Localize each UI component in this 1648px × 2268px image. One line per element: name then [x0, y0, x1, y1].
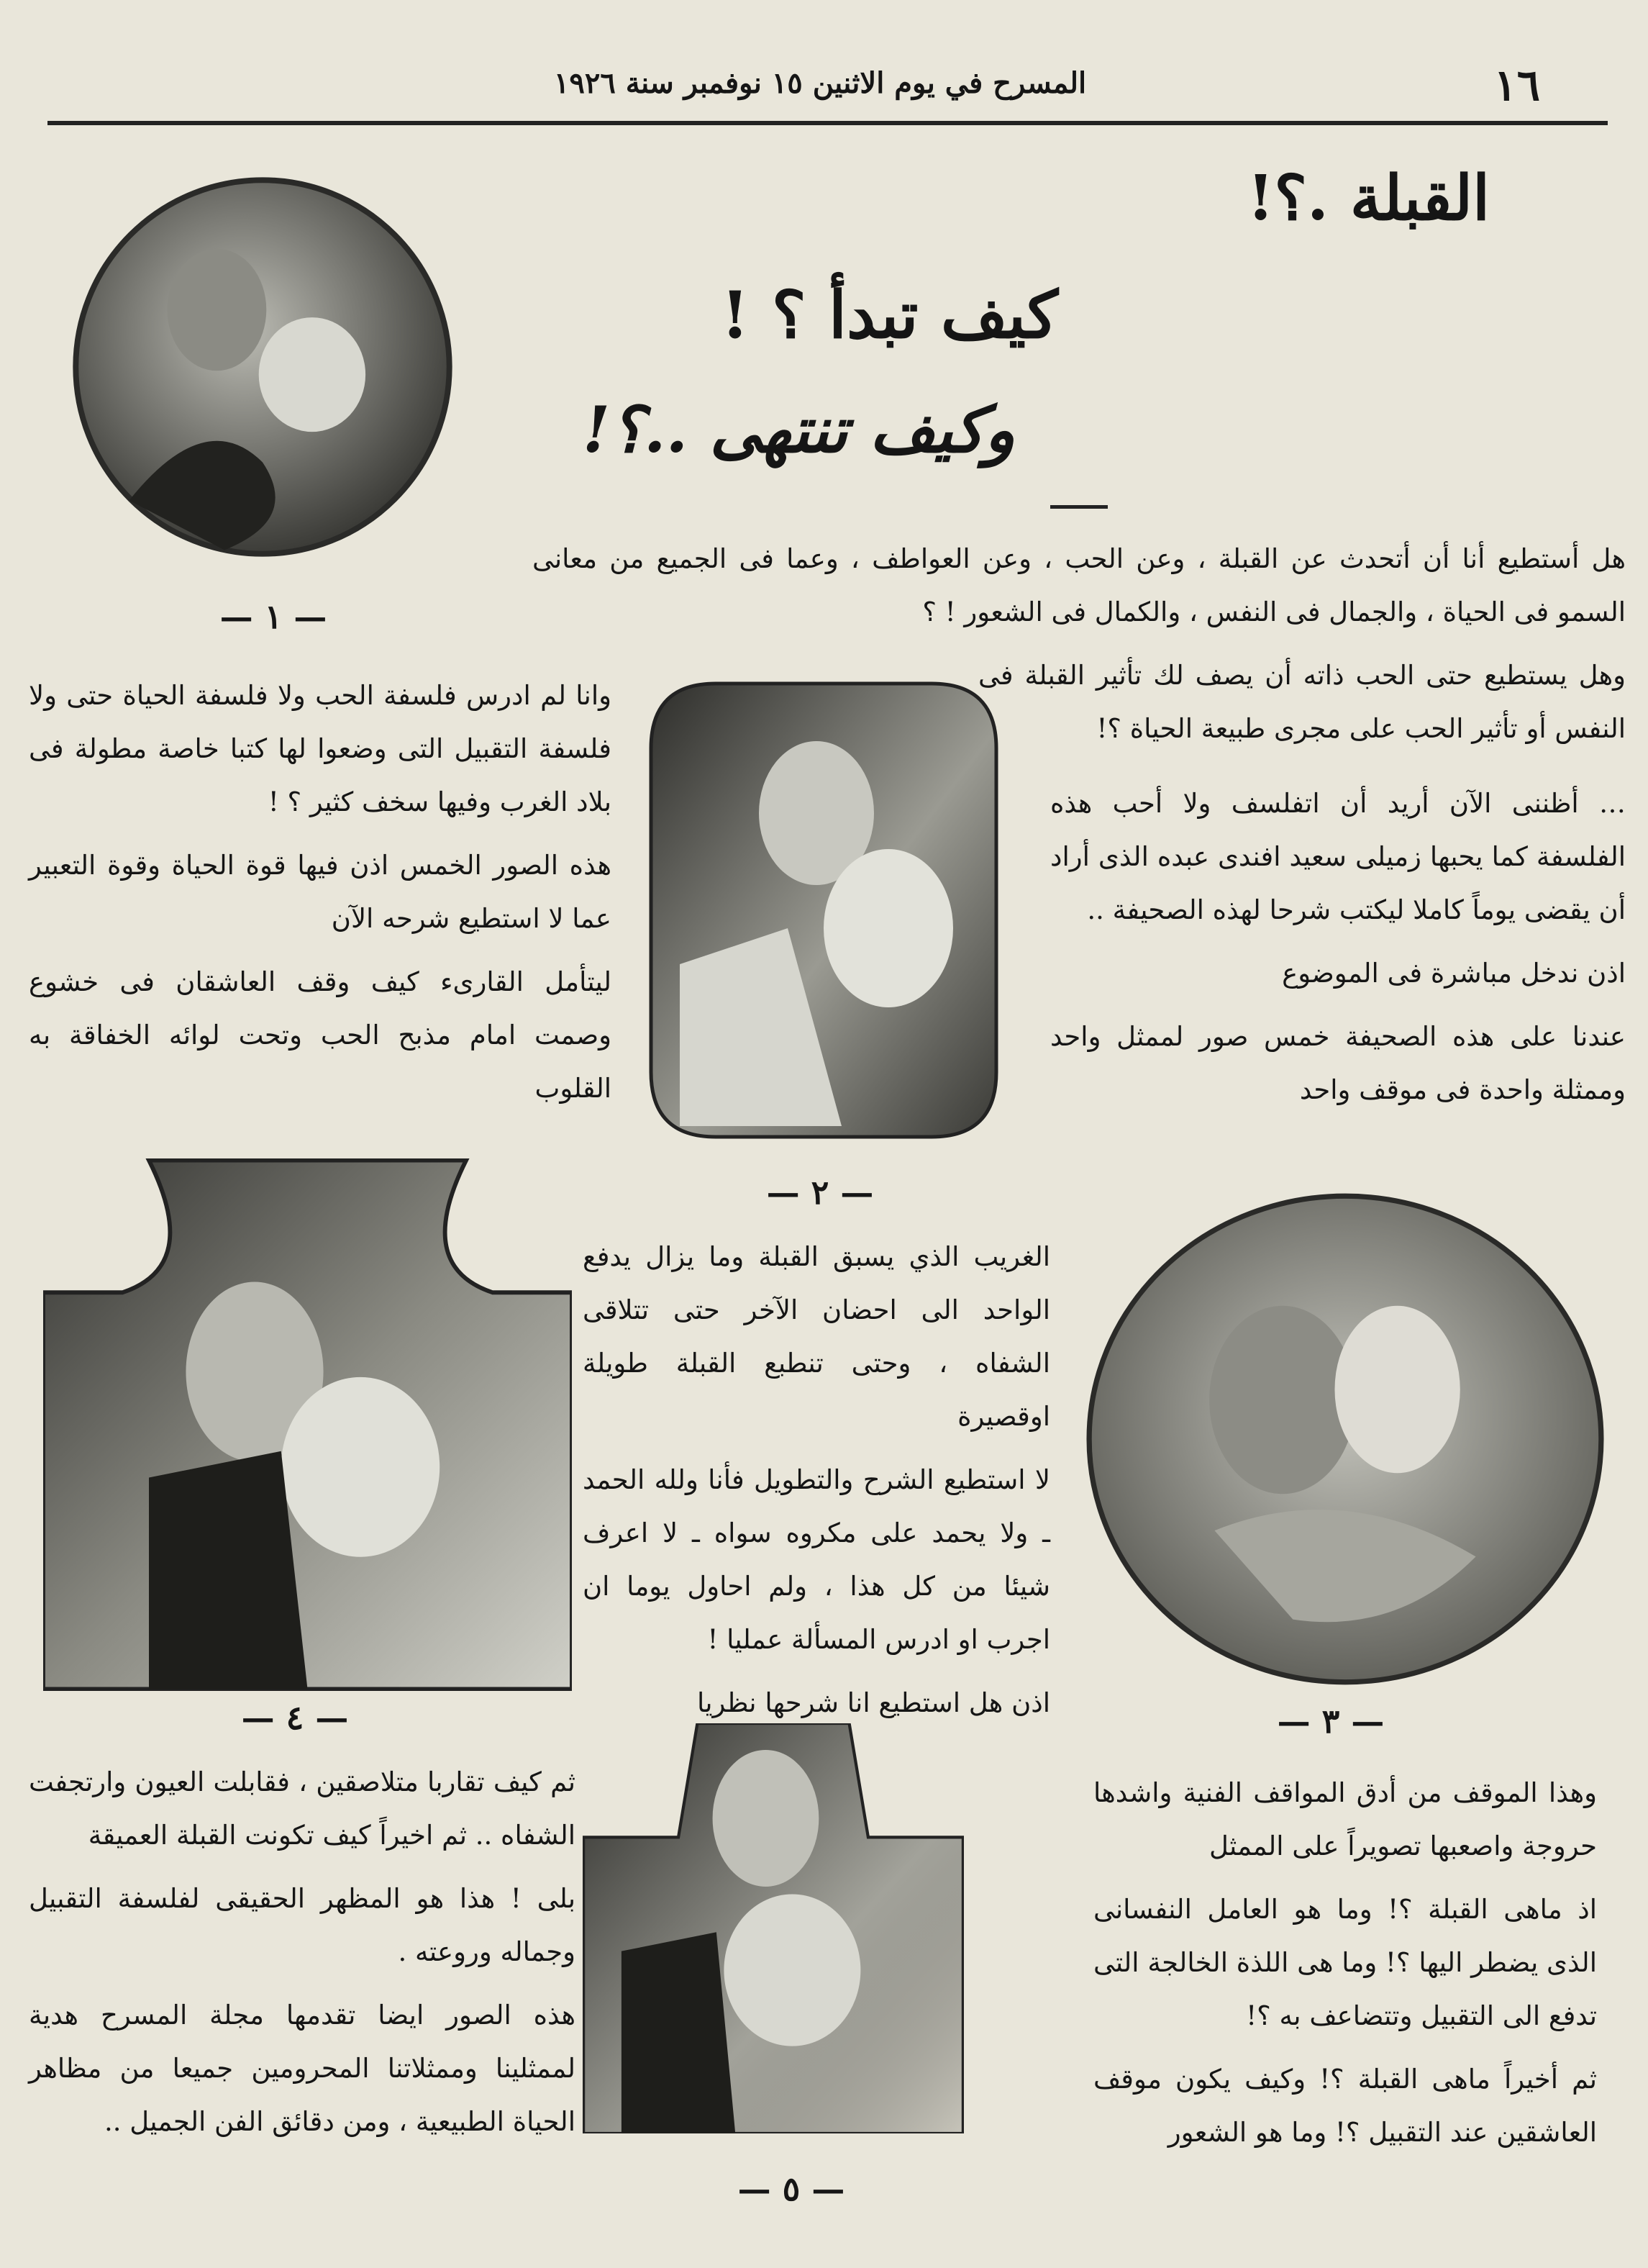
caption-3: — ٣ —: [1277, 1702, 1385, 1741]
left-bottom-paragraph: هذه الصور ايضا تقدمها مجلة المسرح هدية لممثلينا وممثلاتنا المحرومين جميعا من مظاهر الحياة الطبيعية ، ومن دقائق الفن الجميل ..: [29, 2000, 575, 2137]
photo-1: [72, 176, 453, 558]
photo-3: [1083, 1191, 1608, 1687]
caption-2: — ٢ —: [766, 1173, 874, 1212]
middle-paragraph: لا استطيع الشرح والتطويل فأنا ولله الحمد ـ ولا يحمد على مكروه سواه ـ لا اعرف شيئا من كل هذا ، ولم احاول يوما ان اجرب او ادرس المسألة عمليا !: [583, 1464, 1050, 1655]
photo-2: [644, 676, 1003, 1144]
photo-4-image: [43, 1158, 572, 1691]
photo-5: [583, 1723, 964, 2133]
right-column-bottom: [1093, 1766, 1597, 2169]
photo-5-image: [583, 1723, 964, 2133]
caption-4: — ٤ —: [241, 1698, 349, 1737]
left-paragraph: هذه الصور الخمس اذن فيها قوة الحياة وقوة التعبير عما لا استطيع شرحه الآن: [29, 850, 611, 934]
intro-paragraph: … أظننى الآن أريد أن اتفلسف ولا أحب هذه الفلسفة كما يحبها زميلى سعيد افندى عبده الذى أراد أن يقضى يوماً كاملا ليكتب شرحا لهذه الصحيفة ..: [1050, 788, 1626, 925]
photo-3-image: [1083, 1191, 1608, 1687]
caption-1: — ١ —: [219, 597, 327, 636]
left-bottom-paragraph: بلى ! هذا هو المظهر الحقيقى لفلسفة التقبيل وجماله وروعته .: [29, 1883, 575, 1967]
right-bottom-paragraph: اذ ماهى القبلة ؟! وما هو العامل النفسانى الذى يضطر اليها ؟! وما هى اللذة الخالجة التى تدفع الى التقبيل وتتضاعف به ؟!: [1093, 1894, 1597, 2031]
intro-paragraph: عندنا على هذه الصحيفة خمس صور لممثل واحد وممثلة واحدة فى موقف واحد: [1050, 1021, 1626, 1105]
left-bottom-paragraph: ثم كيف تقاربا متلاصقين ، فقابلت العيون وارتجفت الشفاه .. ثم اخيراً كيف تكونت القبلة العميقة: [29, 1766, 575, 1851]
right-bottom-paragraph: ثم أخيراً ماهى القبلة ؟! وكيف يكون موقف العاشقين عند التقبيل ؟! وما هو الشعور: [1093, 2064, 1597, 2148]
middle-column-text: [583, 1230, 1050, 1740]
left-paragraph: وانا لم ادرس فلسفة الحب ولا فلسفة الحياة حتى ولا فلسفة التقبيل التى وضعوا لها كتبا خاصة مطولة فى بلاد الغرب وفيها سخف كثير ؟ !: [29, 680, 611, 817]
caption-5: — ٥ —: [737, 2169, 845, 2208]
middle-paragraph: اذن هل استطيع انا شرحها نظريا: [696, 1687, 1050, 1718]
page-number: ١٦: [1493, 60, 1540, 111]
intro-paragraph: وهل يستطيع حتى الحب ذاته أن يصف لك تأثير القبلة فى النفس أو تأثير الحب على مجرى طبيعة الحياة ؟!: [978, 660, 1626, 744]
title-line-2: كيف تبدأ ؟ !: [721, 277, 1058, 353]
photo-2-image: [644, 676, 1003, 1144]
dateline: المسرح في يوم الاثنين ١٥ نوفمبر سنة ١٩٢٦: [553, 66, 1087, 100]
title-line-1: القبلة .؟!: [1247, 162, 1490, 235]
intro-text-continued: [1050, 777, 1626, 1127]
title-divider: [1050, 505, 1108, 509]
header-rule: [47, 121, 1608, 125]
photo-1-image: [72, 176, 453, 558]
middle-paragraph: الغريب الذي يسبق القبلة وما يزال يدفع الواحد الى احضان الآخر حتى تتلاقى الشفاه ، وحتى تنطبع القبلة طويلة اوقصيرة: [583, 1241, 1050, 1432]
left-column-top: [29, 669, 611, 1125]
title-line-3: وكيف تنتهى ..؟!: [582, 392, 1015, 467]
left-column-bottom: [29, 1756, 575, 2159]
intro-paragraph: اذن ندخل مباشرة فى الموضوع: [1282, 958, 1626, 989]
intro-paragraph: هل أستطيع أنا أن أتحدث عن القبلة ، وعن الحب ، وعن العواطف ، وعما فى الجميع من معانى السمو فى الحياة ، والجمال فى النفس ، والكمال فى الشعور ! ؟: [532, 543, 1626, 627]
photo-4: [43, 1158, 572, 1691]
right-bottom-paragraph: وهذا الموقف من أدق المواقف الفنية واشدها حروجة واصعبها تصويراً على الممثل: [1093, 1777, 1597, 1861]
left-paragraph: ليتأمل القارىء كيف وقف العاشقان فى خشوع وصمت امام مذبح الحب وتحت لوائه الخفاقة به القلوب: [29, 966, 611, 1104]
